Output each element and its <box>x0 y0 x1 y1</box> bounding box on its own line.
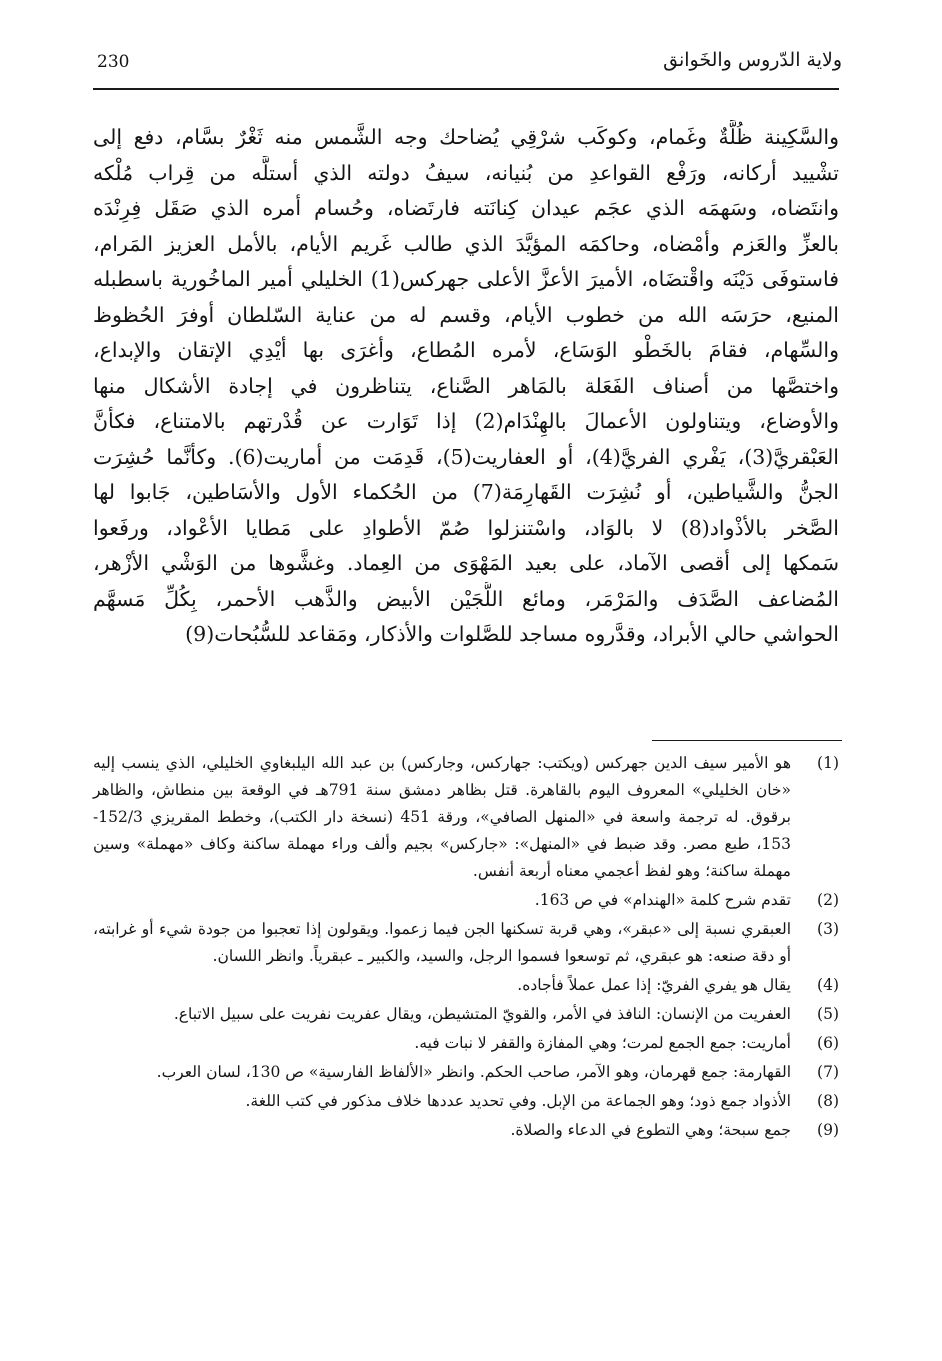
footnote-text: العبقري نسبة إلى «عبقر»، وهي قربة تسكنها الجن فيما زعموا. ويقولون إذا تعجبوا من جودة شيء أو غرابته، أو دقة صنعه: هو عبقري، ثم توسعوا فسموا الرجل، والسيد، والكبير ـ عبقرياً. وانظر اللسان. <box>93 920 791 965</box>
footnote <box>93 916 839 970</box>
footnote-number: (6) <box>817 1034 839 1052</box>
footnote-number: (1) <box>817 754 839 772</box>
body-line: الجنُّ والشَّياطين، أو نُشِرَت القَهارِمَة(7) من الحُكماء الأول والأسَاطين، جَابوا لها <box>93 480 839 504</box>
footnotes <box>93 750 839 1146</box>
body-line: الصَّخر بالأذْواد(8) لا بالوَاد، واسْتنزلوا صُمّ الأطوادِ على مَطايا الأعْواد، ورفَعوا <box>93 515 839 540</box>
footnote-number: (3) <box>817 920 839 938</box>
running-title: ولاية الدّروس والخَوانق <box>663 49 842 71</box>
footnote <box>93 887 839 914</box>
footnote-text: جمع سبحة؛ وهي التطوع في الدعاء والصلاة. <box>510 1121 791 1139</box>
body-line: سَمكها إلى أقصى الآماد، على بعيد المَهْوَى من العِماد. وغشَّوها من الوَشْي الأزْهر، <box>93 551 839 575</box>
body-line: وانتَضاه، وسَهمَه الذي عجَم عيدان كِنانَته فارتَضاه، وحُسام أمره الذي صَقَل فِرِنْدَه <box>93 196 839 220</box>
footnote-number: (7) <box>817 1063 839 1081</box>
footnote-text: القهارمة: جمع قهرمان، وهو الآمر، صاحب الحكم. وانظر «الألفاظ الفارسية» ص 130، لسان العرب. <box>156 1063 791 1081</box>
footnote <box>93 1117 839 1144</box>
body-line: والسِّهام، فقامَ بالخَطْو الوَسَاع، لأمره المُطاع، وأغرَى بها أيْدِي الإتقان والإبداع، <box>93 338 839 362</box>
footnote <box>93 1001 839 1028</box>
footnote-text: يقال هو يفري الفريّ: إذا عمل عملاً فأجاده. <box>517 976 791 994</box>
body-line: فاستوفَى دَيْنَه واقْتضَاه، الأميرَ الأعزَّ الأعلى جهركس(1) الخليلي أمير الماخُورية باسطبله <box>93 267 839 291</box>
footnote-number: (4) <box>817 976 839 994</box>
footnote-number: (8) <box>817 1092 839 1110</box>
footnote-number: (2) <box>817 891 839 909</box>
footnote <box>93 1059 839 1086</box>
footnote-text: العفريت من الإنسان: النافذ في الأمر، والقويّ المتشيطن، ويقال عفريت نفريت على سبيل الاتباع. <box>173 1005 791 1023</box>
body-line: واختصَّها من أصناف الفَعَلة بالمَاهر الصَّناع، يتناظرون في إجادة الأشكال منها <box>93 373 839 398</box>
body-line: العَبْقريَّ(3)، يَفْري الفريَّ(4)، أو العفاريت(5)، قَدِمَت من أماريت(6). وكأنَّما حُشِرَت <box>93 444 839 469</box>
page-number: 230 <box>97 52 130 72</box>
body-line: الحواشي حالي الأبراد، وقدَّروه مساجد للصَّلوات والأذكار، ومَقاعد للسُّبُحات(9) <box>185 622 839 646</box>
footnote-text: الأذواد جمع ذود؛ وهو الجماعة من الإبل. وفي تحديد عددها خلاف مذكور في كتب اللغة. <box>245 1092 791 1110</box>
header-rule <box>93 88 839 90</box>
footnote-rule <box>652 740 842 741</box>
body-line: والسَّكِينة ظُلَّةٌ وغَمام، وكوكَب شرْقِي يُضاحك وجه الشَّمس منه ثَغْرٌ بسَّام، دفع إلى <box>93 125 839 149</box>
footnote-number: (9) <box>817 1121 839 1139</box>
footnote <box>93 1030 839 1057</box>
body-line: والأوضاع، ويتناولون الأعمالَ بالهِنْدَام(2) إذا تَوَارت عن قُدْرتهم بالامتناع، فكأنَّ <box>93 409 839 433</box>
footnote <box>93 972 839 999</box>
footnote-text: أماريت: جمع الجمع لمرت؛ وهي المفازة والقفر لا نبات فيه. <box>414 1034 791 1052</box>
footnote <box>93 750 839 885</box>
footnote-text: هو الأمير سيف الدين جهركس (ويكتب: جهاركس، وجاركس) بن عبد الله اليلبغاوي الخليلي، الذي ينسب إليه «خان الخليلي» المعروف اليوم بالقاهرة. قتل بظاهر دمشق سنة 791هـ في الوقعة بين منطاش، والظاهر برقوق. له ترجمة واسعة في «المنهل الصافي»، ورقة 451 (نسخة دار الكتب)، وخطط المقريزي 152/3-153، طبع مصر. وقد ضبط في «المنهل»: «جاركس» بجيم وألف وراء مهملة ساكنة وكاف «مهملة» وسين مهملة ساكنة؛ وهو لفظ أعجمي معناه أربعة أنفس. <box>93 754 792 880</box>
body-line: المُضاعف الصَّدَف والمَرْمَر، ومائع اللُّجَيْن الأبيض والذَّهب الأحمر، بِكُلِّ مَسهَّم <box>93 586 839 611</box>
footnote-text: تقدم شرح كلمة «الهندام» في ص 163. <box>534 891 791 909</box>
body-text <box>93 120 839 653</box>
body-line: بالعزِّ والعَزم وأمْضاه، وحاكمَه المؤيَّدَ الذي طالب غَريم الأيام، بالأمل العزيز المَرام، <box>93 231 839 256</box>
footnote <box>93 1088 839 1115</box>
body-line: تشْييد أركانه، ورَفْع القواعدِ من بُنيانه، سيفُ دولته الذي أستلَّه من قِراب مُلْكه <box>93 160 839 185</box>
body-line: المنيع، حرَسَه الله من خطوب الأيام، وقسم له من عناية السّلطان أوفرَ الحُظوظ <box>93 302 839 327</box>
footnote-number: (5) <box>817 1005 839 1023</box>
